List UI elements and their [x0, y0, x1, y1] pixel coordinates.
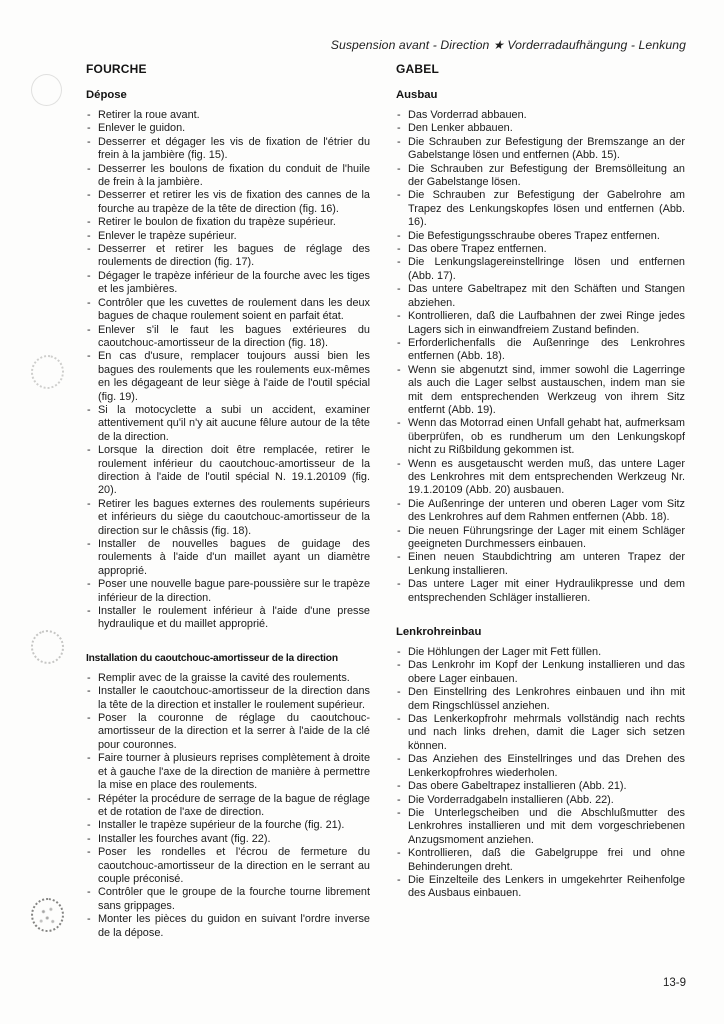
list-item: - Das untere Lager mit einer Hydraulikpresse und dem entsprechenden Schläger installieren.	[396, 578, 685, 605]
list-item: - Die neuen Führungsringe der Lager mit einem Schläger geeigneten Durchmessers einbauen.	[396, 525, 685, 552]
list-item: - Poser la couronne de réglage du caoutchouc-amortisseur de la direction et la serrer à l'aide de la clé pour couronnes.	[86, 712, 370, 752]
german-column-title: GABEL	[396, 62, 439, 76]
list-item: - Die Schrauben zur Befestigung der Bremsölleitung an der Gabelstange lösen.	[396, 163, 685, 190]
list-item: - Enlever le guidon.	[86, 122, 370, 135]
german-installation-section	[396, 626, 685, 901]
list-item: - Contrôler que le groupe de la fourche tourne librement sans grippages.	[86, 886, 370, 913]
list-item: - Wenn es ausgetauscht werden muß, das untere Lager des Lenkrohres mit dem entsprechenden Werkzeug Nr. 19.1.20109 (Abb. 20) ausbauen.	[396, 458, 685, 498]
list-item: - Enlever s'il le faut les bagues extérieures du caoutchouc-amortisseur de la direction (fig. 18).	[86, 324, 370, 351]
french-installation-heading: Installation du caoutchouc-amortisseur de la direction	[86, 652, 338, 664]
list-item: - Installer le caoutchouc-amortisseur de la direction dans la tête de la direction et installer le roulement supérieur.	[86, 685, 370, 712]
list-item: - Das Lenkrohr im Kopf der Lenkung installieren und das obere Lager einbauen.	[396, 659, 685, 686]
french-removal-section	[86, 89, 370, 632]
list-item: - Die Lenkungslagereinstellringe lösen und entfernen (Abb. 17).	[396, 256, 685, 283]
list-item: - Wenn das Motorrad einen Unfall gehabt hat, aufmerksam überprüfen, ob es rundherum um den Lenkungskopf nicht zu Rißbildung gekommen ist.	[396, 417, 685, 457]
list-item: - Die Unterlegscheiben und die Abschlußmutter des Lenkrohres installieren und mit dem vorgeschriebenen Anzugsmoment anziehen.	[396, 807, 685, 847]
list-item: - Das obere Gabeltrapez installieren (Abb. 21).	[396, 780, 685, 793]
list-item: - Desserrer et retirer les vis de fixation des cannes de la fourche au trapèze de la tête de direction (fig. 16).	[86, 189, 370, 216]
list-item: - En cas d'usure, remplacer toujours aussi bien les bagues des roulements que les roulements eux-mêmes en les dégageant de leur siège à l'aide de l'outil spécial (fig. 19).	[86, 350, 370, 404]
page-header-title: Suspension avant - Direction ★ Vorderradaufhängung - Lenkung	[330, 38, 686, 52]
list-item: - Retirer le boulon de fixation du trapèze supérieur.	[86, 216, 370, 229]
list-item: - Contrôler que les cuvettes de roulement dans les deux bagues de chaque roulement soient en parfait état.	[86, 297, 370, 324]
list-item: - Monter les pièces du guidon en suivant l'ordre inverse de la dépose.	[86, 913, 370, 940]
list-item: - Si la motocyclette a subi un accident, examiner attentivement qu'il n'y ait aucune fêlure autour de la tête de la direction.	[86, 404, 370, 444]
french-installation-section	[86, 653, 370, 940]
list-item: - Wenn sie abgenutzt sind, immer sowohl die Lagerringe als auch die Lager selbst austauschen, indem man sie mit dem entsprechenden Werkzeug von ihrem Sitz entfernt (Abb. 19).	[396, 364, 685, 418]
list-item: - Lorsque la direction doit être remplacée, retirer le roulement inférieur du caoutchouc-amortisseur de la direction à l'aide de l'outil spécial N. 19.1.20109 (fig. 20).	[86, 444, 370, 498]
french-removal-list	[86, 109, 370, 632]
french-column	[86, 62, 370, 940]
french-removal-heading: Dépose	[86, 89, 127, 101]
list-item: - Remplir avec de la graisse la cavité des roulements.	[86, 672, 370, 685]
list-item: - Die Einzelteile des Lenkers in umgekehrter Reihenfolge des Ausbaus einbauen.	[396, 874, 685, 901]
list-item: - Poser une nouvelle bague pare-poussière sur le trapèze inférieur de la direction.	[86, 578, 370, 605]
german-removal-section	[396, 89, 685, 605]
list-item: - Installer le trapèze supérieur de la fourche (fig. 21).	[86, 819, 370, 832]
punch-hole-icon	[28, 352, 67, 392]
list-item: - Retirer la roue avant.	[86, 109, 370, 122]
list-item: - Dégager le trapèze inférieur de la fourche avec les tiges et les jambières.	[86, 270, 370, 297]
list-item: - Enlever le trapèze supérieur.	[86, 230, 370, 243]
list-item: - Die Höhlungen der Lager mit Fett füllen.	[396, 646, 685, 659]
punch-hole-icon	[30, 897, 66, 934]
list-item: - Erforderlichenfalls die Außenringe des Lenkrohres entfernen (Abb. 18).	[396, 337, 685, 364]
list-item: - Die Befestigungsschraube oberes Trapez entfernen.	[396, 230, 685, 243]
list-item: - Die Vorderradgabeln installieren (Abb. 22).	[396, 794, 685, 807]
german-installation-heading: Lenkrohreinbau	[396, 626, 482, 639]
list-item: - Faire tourner à plusieurs reprises complètement à droite et à gauche l'axe de la direction de manière à permettre la mise en place des roulements.	[86, 752, 370, 792]
list-item: - Die Schrauben zur Befestigung der Gabelrohre am Trapez des Lenkungskopfes lösen und entfernen (Abb. 16).	[396, 189, 685, 229]
list-item: - Das Vorderrad abbauen.	[396, 109, 685, 122]
list-item: - Kontrollieren, daß die Gabelgruppe frei und ohne Behinderungen dreht.	[396, 847, 685, 874]
german-column	[396, 62, 685, 901]
list-item: - Installer les fourches avant (fig. 22).	[86, 833, 370, 846]
list-item: - Den Lenker abbauen.	[396, 122, 685, 135]
list-item: - Kontrollieren, daß die Laufbahnen der zwei Ringe jedes Lagers sich in einwandfreiem Zustand befinden.	[396, 310, 685, 337]
french-column-title: FOURCHE	[86, 62, 147, 76]
list-item: - Das untere Gabeltrapez mit den Schäften und Stangen abziehen.	[396, 283, 685, 310]
punch-hole-icon	[31, 74, 62, 106]
german-installation-list	[396, 646, 685, 901]
list-item: - Das Lenkerkopfrohr mehrmals vollständig nach rechts und nach links drehen, damit die Lager sich setzen können.	[396, 713, 685, 753]
list-item: - Retirer les bagues externes des roulements supérieurs et inférieurs du siège du caoutchouc-amortisseur de la direction sur le châssis (fig. 18).	[86, 498, 370, 538]
list-item: - Das obere Trapez entfernen.	[396, 243, 685, 256]
list-item: - Desserrer et retirer les bagues de réglage des roulements de direction (fig. 17).	[86, 243, 370, 270]
list-item: - Poser les rondelles et l'écrou de fermeture du caoutchouc-amortisseur de la direction en le serrant au couple préconisé.	[86, 846, 370, 886]
punch-hole-icon	[26, 625, 69, 668]
page-number: 13-9	[662, 977, 686, 989]
german-removal-list	[396, 109, 685, 605]
french-installation-list	[86, 672, 370, 940]
list-item: - Installer le roulement inférieur à l'aide d'une presse hydraulique et du maillet approprié.	[86, 605, 370, 632]
list-item: - Den Einstellring des Lenkrohres einbauen und ihn mit dem Ringschlüssel anziehen.	[396, 686, 685, 713]
german-removal-heading: Ausbau	[396, 89, 438, 101]
list-item: - Répéter la procédure de serrage de la bague de réglage et de rotation de l'axe de direction.	[86, 793, 370, 820]
list-item: - Desserrer les boulons de fixation du conduit de l'huile de frein à la jambière.	[86, 163, 370, 190]
list-item: - Einen neuen Staubdichtring am unteren Trapez der Lenkung installieren.	[396, 551, 685, 578]
list-item: - Desserrer et dégager les vis de fixation de l'étrier du frein à la jambière (fig. 15).	[86, 136, 370, 163]
list-item: - Installer de nouvelles bagues de guidage des roulements à l'aide d'un maillet ayant un diamètre approprié.	[86, 538, 370, 578]
list-item: - Die Schrauben zur Befestigung der Bremszange an der Gabelstange lösen und entfernen (Abb. 15).	[396, 136, 685, 163]
list-item: - Das Anziehen des Einstellringes und das Drehen des Lenkerkopfrohres wiederholen.	[396, 753, 685, 780]
list-item: - Die Außenringe der unteren und oberen Lager vom Sitz des Lenkrohres auf dem Rahmen entfernen (Abb. 18).	[396, 498, 685, 525]
